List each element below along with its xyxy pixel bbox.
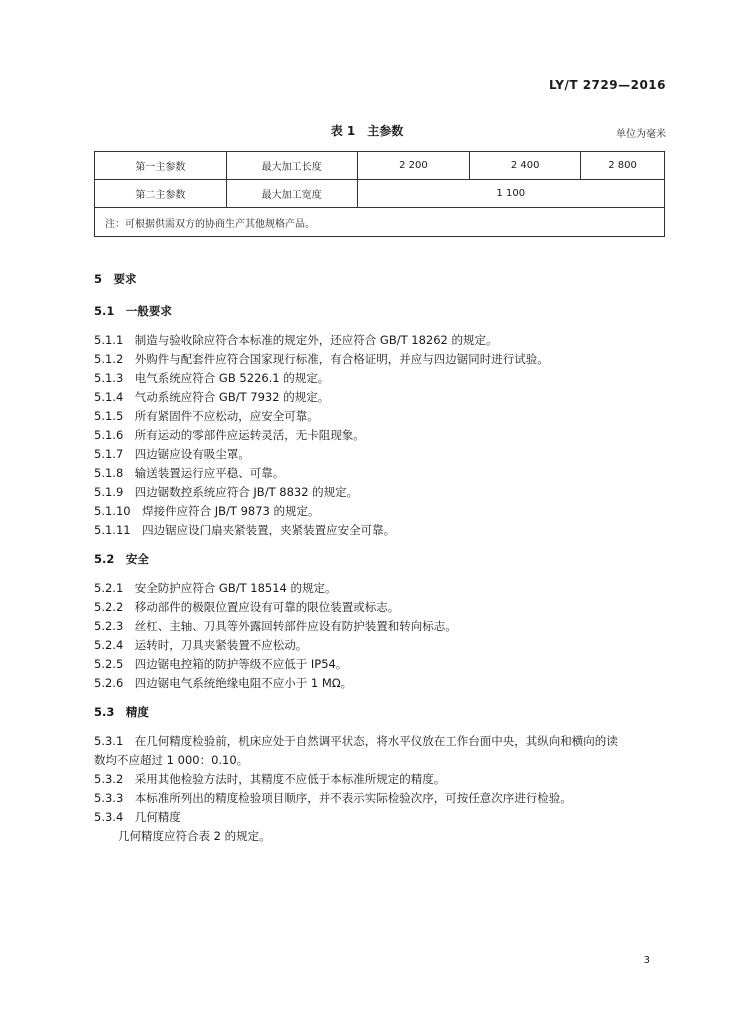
clause-item bbox=[94, 426, 666, 445]
standard-code: LY/T 2729—2016 bbox=[548, 78, 666, 92]
clause-item bbox=[94, 502, 666, 521]
clause-text: 几何精度 bbox=[134, 810, 181, 824]
table-cell: 第一主参数 bbox=[95, 152, 227, 180]
section-title: 一般要求 bbox=[125, 304, 172, 318]
clause-item bbox=[94, 445, 666, 464]
clause-text: 制造与验收除应符合本标准的规定外，还应符合 GB/T 18262 的规定。 bbox=[134, 333, 498, 347]
clause-item bbox=[94, 407, 666, 426]
section-number: 5 bbox=[94, 272, 103, 286]
clause-5-3-1-continued: 数均不应超过 1 000：0.10。 bbox=[94, 753, 249, 767]
table-cell: 最大加工长度 bbox=[226, 152, 357, 180]
section-number: 5.1 bbox=[94, 304, 115, 318]
section-title: 安全 bbox=[125, 552, 149, 566]
clause-number: 5.1.8 bbox=[94, 466, 124, 480]
clause-item bbox=[94, 464, 666, 483]
safety-requirements-list bbox=[94, 579, 666, 693]
table-row bbox=[95, 152, 665, 180]
section-number: 5.3 bbox=[94, 705, 115, 719]
table-note-row bbox=[95, 208, 665, 237]
clause-item bbox=[94, 350, 666, 369]
clause-text: 焊接件应符合 JB/T 9873 的规定。 bbox=[142, 504, 320, 518]
section-5-3-heading bbox=[94, 703, 666, 722]
clause-number: 5.1.7 bbox=[94, 447, 124, 461]
section-5-2-heading bbox=[94, 550, 666, 569]
clause-text: 丝杠、主轴、刀具等外露回转部件应设有防护装置和转向标志。 bbox=[134, 619, 457, 633]
clause-5-3-3 bbox=[94, 789, 666, 808]
clause-text: 外购件与配套件应符合国家现行标准，有合格证明，并应与四边锯同时进行试验。 bbox=[134, 352, 549, 366]
clause-item bbox=[94, 674, 666, 693]
clause-5-3-4-body: 几何精度应符合表 2 的规定。 bbox=[118, 829, 271, 843]
general-requirements-list bbox=[94, 331, 666, 540]
table-cell: 2 200 bbox=[357, 152, 470, 180]
clause-text: 四边锯电气系统绝缘电阻不应小于 1 MΩ。 bbox=[134, 676, 353, 690]
clause-text: 四边锯数控系统应符合 JB/T 8832 的规定。 bbox=[134, 485, 359, 499]
clause-text: 采用其他检验方法时，其精度不应低于本标准所规定的精度。 bbox=[134, 772, 446, 786]
section-5-1-heading bbox=[94, 302, 666, 321]
table-caption: 表 1 主参数 bbox=[330, 124, 404, 138]
section-title: 精度 bbox=[125, 705, 149, 719]
table-cell: 2 400 bbox=[470, 152, 581, 180]
section-5-heading bbox=[94, 270, 666, 289]
clause-text: 电气系统应符合 GB 5226.1 的规定。 bbox=[134, 371, 330, 385]
clause-text: 本标准所列出的精度检验项目顺序，并不表示实际检验次序，可按任意次序进行检验。 bbox=[134, 791, 572, 805]
clause-number: 5.3.3 bbox=[94, 791, 124, 805]
clause-text: 安全防护应符合 GB/T 18514 的规定。 bbox=[134, 581, 337, 595]
clause-text: 四边锯应设有吸尘罩。 bbox=[134, 447, 250, 461]
clause-item bbox=[94, 369, 666, 388]
clause-text: 运转时，刀具夹紧装置不应松动。 bbox=[134, 638, 308, 652]
clause-number: 5.2.2 bbox=[94, 600, 124, 614]
clause-number: 5.1.4 bbox=[94, 390, 124, 404]
clause-number: 5.1.2 bbox=[94, 352, 124, 366]
clause-number: 5.2.1 bbox=[94, 581, 124, 595]
clause-item bbox=[94, 483, 666, 502]
clause-number: 5.1.9 bbox=[94, 485, 124, 499]
clause-number: 5.1.1 bbox=[94, 333, 124, 347]
clause-number: 5.1.5 bbox=[94, 409, 124, 423]
clause-number: 5.1.11 bbox=[94, 523, 131, 537]
table-cell: 2 800 bbox=[581, 152, 665, 180]
clause-number: 5.1.10 bbox=[94, 504, 131, 518]
clause-item bbox=[94, 579, 666, 598]
table-row bbox=[95, 180, 665, 208]
clause-number: 5.2.5 bbox=[94, 657, 124, 671]
clause-text: 气动系统应符合 GB/T 7932 的规定。 bbox=[134, 390, 330, 404]
clause-item bbox=[94, 331, 666, 350]
clause-number: 5.2.3 bbox=[94, 619, 124, 633]
clause-item bbox=[94, 617, 666, 636]
clause-item bbox=[94, 388, 666, 407]
document-body bbox=[94, 270, 666, 846]
table-cell: 最大加工宽度 bbox=[226, 180, 357, 208]
clause-number: 5.3.4 bbox=[94, 810, 124, 824]
clause-number: 5.2.4 bbox=[94, 638, 124, 652]
clause-text: 移动部件的极限位置应设有可靠的限位装置或标志。 bbox=[134, 600, 400, 614]
section-number: 5.2 bbox=[94, 552, 115, 566]
clause-item bbox=[94, 598, 666, 617]
clause-item bbox=[94, 521, 666, 540]
clause-number: 5.3.1 bbox=[94, 734, 124, 748]
clause-5-3-2 bbox=[94, 770, 666, 789]
clause-text: 在几何精度检验前，机床应处于自然调平状态，将水平仪放在工作台面中央，其纵向和横向的读 bbox=[134, 734, 618, 748]
page-number: 3 bbox=[643, 955, 650, 966]
clause-item bbox=[94, 636, 666, 655]
clause-text: 四边锯应设门扇夹紧装置，夹紧装置应安全可靠。 bbox=[142, 523, 396, 537]
table-cell: 1 100 bbox=[357, 180, 665, 208]
clause-text: 所有紧固件不应松动，应安全可靠。 bbox=[134, 409, 319, 423]
clause-number: 5.1.6 bbox=[94, 428, 124, 442]
clause-5-3-4 bbox=[94, 808, 666, 827]
clause-text: 所有运动的零部件应运转灵活，无卡阻现象。 bbox=[134, 428, 365, 442]
section-title: 要求 bbox=[113, 272, 137, 286]
clause-text: 输送装置运行应平稳、可靠。 bbox=[134, 466, 285, 480]
table-unit: 单位为毫米 bbox=[616, 129, 666, 140]
clause-text: 四边锯电控箱的防护等级不应低于 IP54。 bbox=[134, 657, 348, 671]
table-cell: 第二主参数 bbox=[95, 180, 227, 208]
clause-number: 5.1.3 bbox=[94, 371, 124, 385]
clause-number: 5.2.6 bbox=[94, 676, 124, 690]
clause-5-3-1 bbox=[94, 732, 666, 751]
clause-item bbox=[94, 655, 666, 674]
table-note: 注：可根据供需双方的协商生产其他规格产品。 bbox=[95, 208, 665, 237]
clause-number: 5.3.2 bbox=[94, 772, 124, 786]
main-parameters-table bbox=[94, 151, 665, 237]
